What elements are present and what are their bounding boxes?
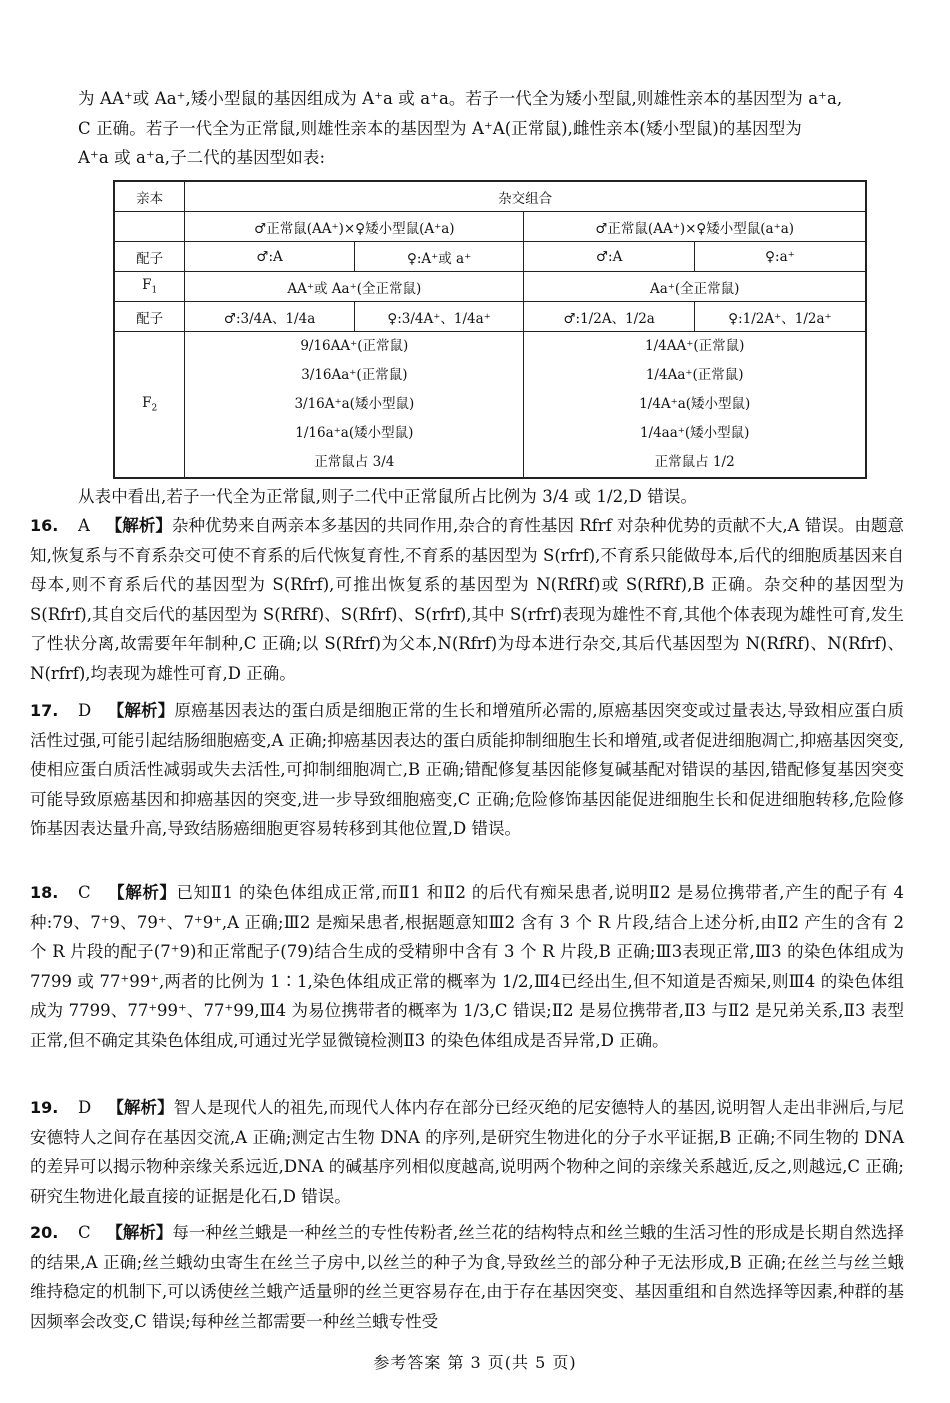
question-number: 18.: [30, 883, 59, 902]
analysis-text: 已知Ⅱ1 的染色体组成正常,而Ⅱ1 和Ⅱ2 的后代有痴呆患者,说明Ⅱ2 是易位携带者,产生的配子有 4 种:79、7⁺9、79⁺、7⁺9⁺,A 正确;Ⅲ2 是痴呆患者,根据题意知Ⅲ2 含有 3 个 R 片段,结合上述分析,由Ⅱ2 产生的含有 2 个 R 片段的配子(7⁺9)和正常配子(79)结合生成的受精卵中含有 3 个 R 片段,B 正确;Ⅲ3表现正常,Ⅲ3 的染色体组成为 7799 或 77⁺99⁺,两者的比例为 1∶1,染色体组成正常的概率为 1/2,Ⅲ4已经出生,但不知道是否痴呆,则Ⅲ4 的染色体组成为 7799、77⁺99⁺、77⁺99,Ⅲ4 为易位携带者的概率为 1/3,C 错误;Ⅱ2 是易位携带者,Ⅱ3 与Ⅱ2 是兄弟关系,Ⅱ3 表型正常,但不确定其染色体组成,可通过光学显微镜检测Ⅱ3 的染色体组成是否异常,D 正确。: [30, 883, 904, 1050]
analysis-tag: 【解析】: [105, 516, 172, 535]
question-17: [30, 696, 904, 844]
f1-gamete-label: 配子: [114, 302, 185, 332]
answer-letter: C: [78, 883, 91, 902]
f2-1-row: 1/16a⁺a(矮小型鼠): [295, 425, 414, 441]
intro-line-1: 为 AA⁺或 Aa⁺,矮小型鼠的基因组成为 A⁺a 或 a⁺a。若子一代全为矮小型鼠,则雄性亲本的基因型为 a⁺a,: [78, 89, 843, 108]
cross-header: 杂交组合: [185, 181, 866, 212]
question-16: [30, 511, 904, 688]
f2-2-row: 1/4AA⁺(正常鼠): [644, 338, 745, 354]
intro-line-3: A⁺a 或 a⁺a,子二代的基因型如表:: [78, 148, 326, 167]
f2-2-row: 1/4aa⁺(矮小型鼠): [639, 425, 750, 441]
f1-gamete-1-female: ♀:3/4A⁺、1/4a⁺: [354, 302, 524, 332]
gamete-1-female: ♀:A⁺或 a⁺: [354, 242, 524, 272]
gamete-2-female: ♀:a⁺: [694, 242, 866, 272]
f1-gamete-1-male: ♂:3/4A、1/4a: [185, 302, 355, 332]
f1-cross-1: AA⁺或 Aa⁺(全正常鼠): [185, 272, 524, 302]
f2-1-row: 9/16AA⁺(正常鼠): [300, 338, 409, 354]
question-number: 17.: [30, 701, 59, 720]
question-number: 16.: [30, 516, 59, 535]
analysis-text: 杂种优势来自两亲本多基因的共同作用,杂合的育性基因 Rfrf 对杂种优势的贡献不大,A 错误。由题意知,恢复系与不育系杂交可使不育系的后代恢复育性,不育系的基因型为 S(rfrf),不育系只能做母本,后代的细胞质基因来自母本,则不育系后代的基因型为 S(Rfrf),可推出恢复系的基因型为 N(RfRf)或 S(RfRf),B 正确。杂交种的基因型为 S(Rfrf),其自交后代的基因型为 S(RfRf)、S(Rfrf)、S(rfrf),其中 S(rfrf)表现为雄性不育,其他个体表现为雄性可育,发生了性状分离,故需要年年制种,C 正确;以 S(Rfrf)为父本,N(Rfrf)为母本进行杂交,其后代基因型为 N(RfRf)、N(Rfrf)、N(rfrf),均表现为雄性可育,D 正确。: [30, 516, 904, 683]
f2-1-row: 3/16A⁺a(矮小型鼠): [294, 396, 415, 412]
question-19: [30, 1093, 904, 1211]
f1-gamete-2-male: ♂:1/2A、1/2a: [524, 302, 695, 332]
analysis-tag: 【解析】: [108, 883, 177, 902]
analysis-tag: 【解析】: [107, 1098, 174, 1117]
f1-gamete-2-female: ♀:1/2A⁺、1/2a⁺: [694, 302, 866, 332]
gamete-1-male: ♂:A: [185, 242, 355, 272]
question-number: 19.: [30, 1098, 59, 1117]
analysis-tag: 【解析】: [106, 1223, 173, 1242]
f2-1-row: 正常鼠占 3/4: [314, 454, 395, 470]
analysis-text: 每一种丝兰蛾是一种丝兰的专性传粉者,丝兰花的结构特点和丝兰蛾的生活习性的形成是长期自然选择的结果,A 正确;丝兰蛾幼虫寄生在丝兰子房中,以丝兰的种子为食,导致丝兰的部分种子无法形成,B 正确;在丝兰与丝兰蛾维持稳定的机制下,可以诱使丝兰蛾产适量卵的丝兰更容易存在,由于存在基因突变、基因重组和自然选择等因素,种群的基因频率会改变,C 错误;每种丝兰都需要一种丝兰蛾专性受: [30, 1223, 904, 1331]
parent-label: 亲本: [114, 181, 185, 212]
f2-2-row: 1/4A⁺a(矮小型鼠): [639, 396, 751, 412]
f1-label: $F_1$: [114, 272, 185, 302]
analysis-text: 原癌基因表达的蛋白质是细胞正常的生长和增殖所必需的,原癌基因突变或过量表达,导致相应蛋白质活性过强,可能引起结肠细胞癌变,A 正确;抑癌基因表达的蛋白质能抑制细胞生长和增殖,或者促进细胞凋亡,抑癌基因突变,使相应蛋白质活性减弱或失去活性,可抑制细胞凋亡,B 正确;错配修复基因能修复碱基配对错误的基因,错配修复基因突变可能导致原癌基因和抑癌基因的突变,进一步导致细胞癌变,C 正确;危险修饰基因能促进细胞生长和促进细胞转移,危险修饰基因表达量升高,导致结肠癌细胞更容易转移到其他位置,D 错误。: [30, 701, 904, 838]
cross-2: ♂正常鼠(AA⁺)×♀矮小型鼠(a⁺a): [524, 212, 866, 242]
conclusion: 从表中看出,若子一代全为正常鼠,则子二代中正常鼠所占比例为 3/4 或 1/2,D 错误。: [78, 487, 698, 506]
answer-letter: D: [78, 701, 92, 720]
gamete-label: 配子: [114, 242, 185, 272]
answer-letter: D: [78, 1098, 92, 1117]
cross-table: [113, 180, 867, 479]
question-18: [30, 878, 904, 1055]
page-footer: 参考答案 第 3 页(共 5 页): [373, 1353, 577, 1372]
gamete-2-male: ♂:A: [524, 242, 695, 272]
question-20: [30, 1218, 904, 1336]
answer-letter: A: [78, 516, 90, 535]
f2-cross-1: [185, 332, 524, 479]
answer-letter: C: [78, 1223, 91, 1242]
f2-2-row: 正常鼠占 1/2: [654, 454, 735, 470]
f2-2-row: 1/4Aa⁺(正常鼠): [645, 367, 744, 383]
f1-cross-2: Aa⁺(全正常鼠): [524, 272, 866, 302]
intro-line-2: C 正确。若子一代全为正常鼠,则雄性亲本的基因型为 A⁺A(正常鼠),雌性亲本(矮小型鼠)的基因型为: [78, 118, 802, 138]
cross-1: ♂正常鼠(AA⁺)×♀矮小型鼠(A⁺a): [185, 212, 524, 242]
intro-paragraph: [78, 84, 904, 173]
f2-1-row: 3/16Aa⁺(正常鼠): [301, 367, 408, 383]
analysis-text: 智人是现代人的祖先,而现代人体内存在部分已经灭绝的尼安德特人的基因,说明智人走出非洲后,与尼安德特人之间存在基因交流,A 正确;测定古生物 DNA 的序列,是研究生物进化的分子水平证据,B 正确;不同生物的 DNA 的差异可以揭示物种亲缘关系远近,DNA 的碱基序列相似度越高,说明两个物种之间的亲缘关系越近,反之,则越远,C 正确;研究生物进化最直接的证据是化石,D 错误。: [30, 1098, 904, 1206]
analysis-tag: 【解析】: [107, 701, 175, 720]
f2-cross-2: [524, 332, 866, 479]
question-number: 20.: [30, 1223, 59, 1242]
empty-cell: [114, 212, 185, 242]
f2-label: $F_2$: [114, 332, 185, 479]
